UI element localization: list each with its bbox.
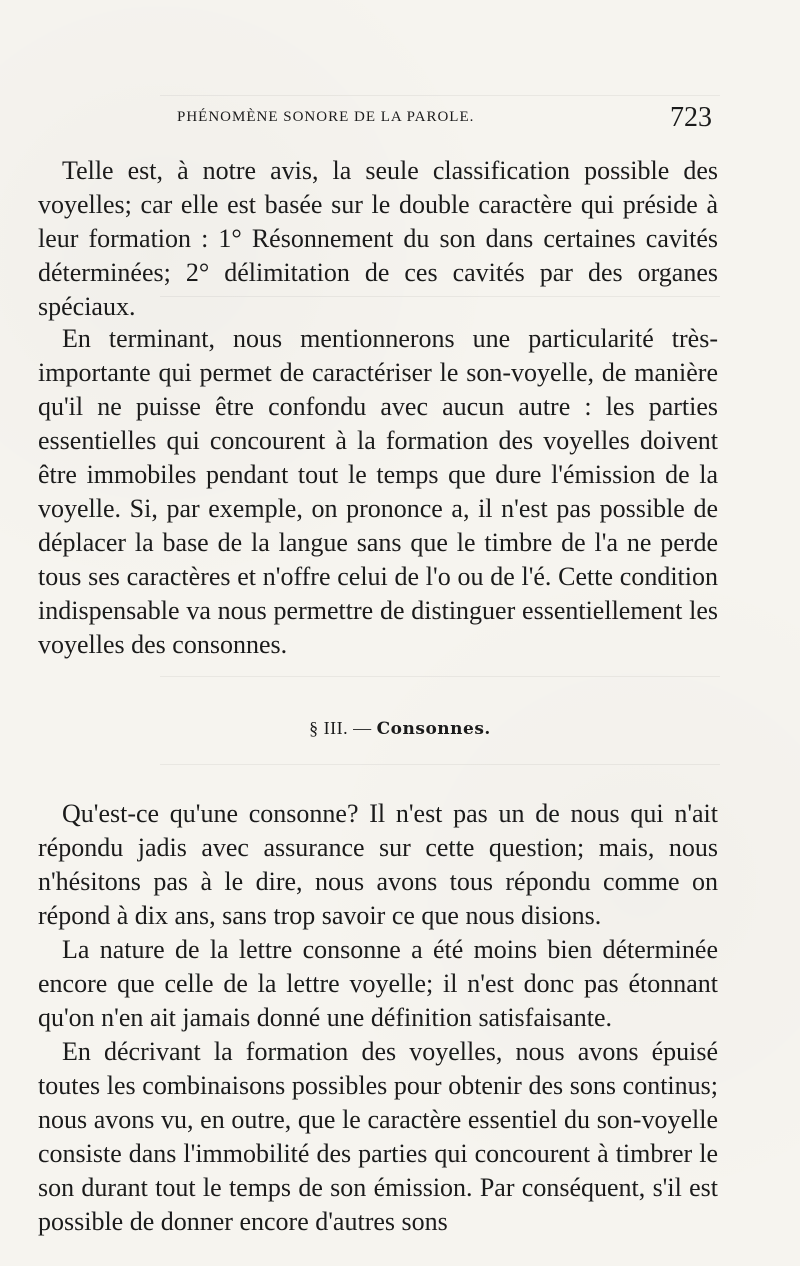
paragraph-3 (38, 797, 718, 933)
show-through-line (160, 676, 720, 677)
paragraph-5 (38, 1035, 718, 1239)
section-heading (0, 718, 800, 739)
section-title: Consonnes. (376, 719, 491, 739)
paragraph-4 (38, 933, 718, 1035)
section-number: § III. (309, 718, 349, 738)
show-through-line (160, 95, 720, 96)
paragraph-1 (38, 154, 718, 324)
paragraph-text: Qu'est-ce qu'une consonne? Il n'est pas un de nous qui n'ait répondu jadis avec assurance sur cette question; mais, nous n'hésitons pas à le dire, nous avons tous répondu comme on répond à dix ans, sans trop savoir ce que nous disions. (38, 799, 718, 930)
paragraph-text: En décrivant la formation des voyelles, nous avons épuisé toutes les combinaisons possibles pour obtenir des sons continus; nous avons vu, en outre, que le caractère essentiel du son-voyelle consiste dans l'immobilité des parties qui concourent à timbrer le son durant tout le temps de son émission. Par conséquent, s'il est possible de donner encore d'autres sons (38, 1037, 718, 1236)
paragraph-text: En terminant, nous mentionnerons une particularité très-importante qui permet de caractériser le son-voyelle, de manière qu'il ne puisse être confondu avec aucun autre : les parties essentielles qui concourent à la formation des voyelles doivent être immobiles pendant tout le temps que dure l'émission de la voyelle. Si, par exemple, on prononce a, il n'est pas possible de déplacer la base de la langue sans que le timbre de l'a ne perde tous ses caractères et n'offre celui de l'o ou de l'é. Cette condition indispensable va nous permettre de distinguer essentiellement les voyelles des consonnes. (38, 324, 718, 659)
page-number: 723 (670, 102, 712, 133)
paragraph-2 (38, 322, 718, 662)
page-header (177, 102, 712, 133)
show-through-line (160, 764, 720, 765)
paragraph-text: La nature de la lettre consonne a été moins bien déterminée encore que celle de la lettre voyelle; il n'est donc pas étonnant qu'on n'en ait jamais donné une définition satisfaisante. (38, 935, 718, 1032)
paragraph-text: Telle est, à notre avis, la seule classification possible des voyelles; car elle est basée sur le double caractère qui préside à leur formation : 1° Résonnement du son dans certaines cavités déterminées; 2° délimitation de ces cavités par des organes spéciaux. (38, 156, 718, 321)
section-dash: — (353, 718, 372, 738)
running-title: PHÉNOMÈNE SONORE DE LA PAROLE. (177, 109, 475, 125)
